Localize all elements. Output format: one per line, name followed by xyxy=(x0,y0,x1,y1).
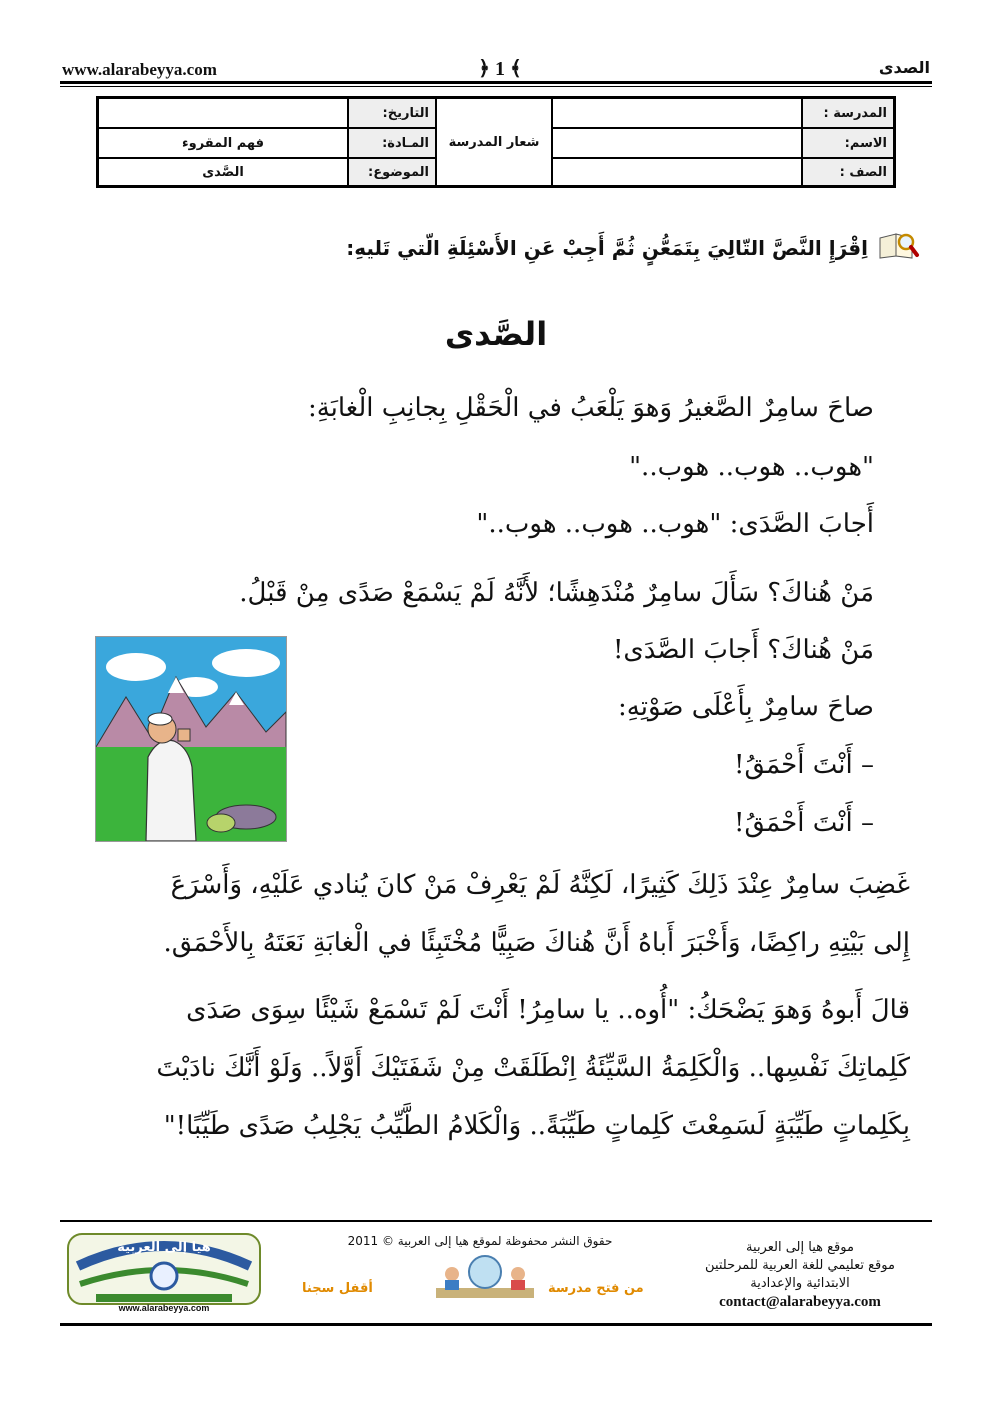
subject-label: المـادة: xyxy=(348,128,436,158)
story-line: بِكَلِماتٍ طَيِّبَةٍ لَسَمِعْتَ كَلِماتٍ طَيِّبَةً.. وَالْكَلامُ الطَّيِّبُ يَجْلِبُ صَدًى طَيِّبًا!" xyxy=(163,1111,910,1141)
date-label: التاريخ: xyxy=(348,98,436,128)
logo-url: www.alarabeyya.com xyxy=(118,1303,210,1313)
name-label: الاسم: xyxy=(802,128,894,158)
subject-value: فهم المقروء xyxy=(98,128,348,158)
story-illustration xyxy=(95,636,287,842)
story-line: قالَ أَبوهُ وَهوَ يَضْحَكُ: "أُوه.. يا سامِرُ! أَنْتَ لَمْ تَسْمَعْ شَيْئًا سِوَى صَدَى xyxy=(186,995,910,1025)
reading-kids-illustration xyxy=(430,1252,540,1308)
site-url: www.alarabeyya.com xyxy=(62,60,217,79)
site-logo xyxy=(66,1226,262,1320)
class-field[interactable] xyxy=(552,158,802,186)
footer-site-name: موقع هيا إلى العربية xyxy=(746,1240,854,1255)
contact-email[interactable]: contact@alarabeyya.com xyxy=(719,1294,881,1310)
school-logo-box: شعار المدرسة xyxy=(436,98,552,186)
story-line: غَضِبَ سامِرٌ عِنْدَ ذَلِكَ كَثِيرًا، لَكِنَّهُ لَمْ يَعْرِفْ مَنْ كانَ يُنادي عَلَيْهِ، وَأَسْرَعَ xyxy=(170,870,910,900)
header-rule xyxy=(60,81,932,84)
footer-rule xyxy=(60,1220,932,1222)
story-line: "هوب.. هوب.. هوب.." xyxy=(629,452,874,482)
page-number: ﴿ 1 ﴾ xyxy=(478,58,522,80)
story-line: – أَنْتَ أَحْمَقُ! xyxy=(734,750,874,780)
slogan-right: من فتح مدرسة xyxy=(548,1281,644,1296)
story-line: كَلِماتِكَ نَفْسِها.. وَالْكَلِمَةُ السَّيِّئَةُ اِنْطَلَقَتْ مِنْ شَفَتَيْكَ أَوَّلاً.. وَلَوْ أَنَّكَ نادَيْتَ xyxy=(156,1053,910,1083)
story-line: مَنْ هُناكَ؟ أَجابَ الصَّدَى! xyxy=(612,635,874,665)
instruction-text: اِقْرَإِ النَّصَّ التّالِيَ بِتَمَعُّنٍ ثُمَّ أَجِبْ عَنِ الأَسْئِلَةِ الّتي تَليهِ: xyxy=(346,235,868,260)
school-field[interactable] xyxy=(552,98,802,128)
topic-value: الصَّدى xyxy=(98,158,348,186)
story-line: صاحَ سامِرٌ بِأَعْلَى صَوْتِهِ: xyxy=(618,692,874,722)
footer-site-desc-1: موقع تعليمي للغة العربية للمرحلتين xyxy=(705,1258,895,1273)
story-line: مَنْ هُناكَ؟ سَأَلَ سامِرٌ مُنْدَهِشًا؛ لأَنَّهُ لَمْ يَسْمَعْ صَدًى مِنْ قَبْلُ. xyxy=(239,578,874,608)
story-title: الصَّدى xyxy=(444,315,548,353)
copyright: حقوق النشر محفوظة لموقع هيا إلى العربية © 2011 xyxy=(347,1234,613,1248)
info-table xyxy=(96,96,896,188)
logo-text: هيا إلى العربية xyxy=(117,1240,211,1255)
name-field[interactable] xyxy=(552,128,802,158)
story-line: صاحَ سامِرٌ الصَّغيرُ وَهوَ يَلْعَبُ في الْحَقْلِ بِجانِبِ الْغابَةِ: xyxy=(307,393,874,423)
story-line: – أَنْتَ أَحْمَقُ! xyxy=(734,808,874,838)
footer-rule-bottom xyxy=(60,1323,932,1326)
header-rule-thin xyxy=(60,86,932,87)
lesson-title-header: الصدى xyxy=(878,58,930,77)
read-book-icon xyxy=(876,228,920,267)
topic-label: الموضوع: xyxy=(348,158,436,186)
date-field[interactable] xyxy=(98,98,348,128)
story-line: أَجابَ الصَّدَى: "هوب.. هوب.. هوب.." xyxy=(476,509,874,539)
slogan-left: أقفل سجنا xyxy=(302,1281,373,1296)
class-label: الصف : xyxy=(802,158,894,186)
story-line: إِلى بَيْتِهِ راكِضًا، وَأَخْبَرَ أَباهُ أَنَّ هُناكَ صَبِيًّا مُخْتَبِئًا في الْغابَةِ نَعَتَهُ بِالأَحْمَق. xyxy=(163,928,910,958)
footer-site-desc-2: الابتدائية والإعدادية xyxy=(750,1276,850,1291)
instruction xyxy=(346,228,920,267)
school-label: المدرسة : xyxy=(802,98,894,128)
